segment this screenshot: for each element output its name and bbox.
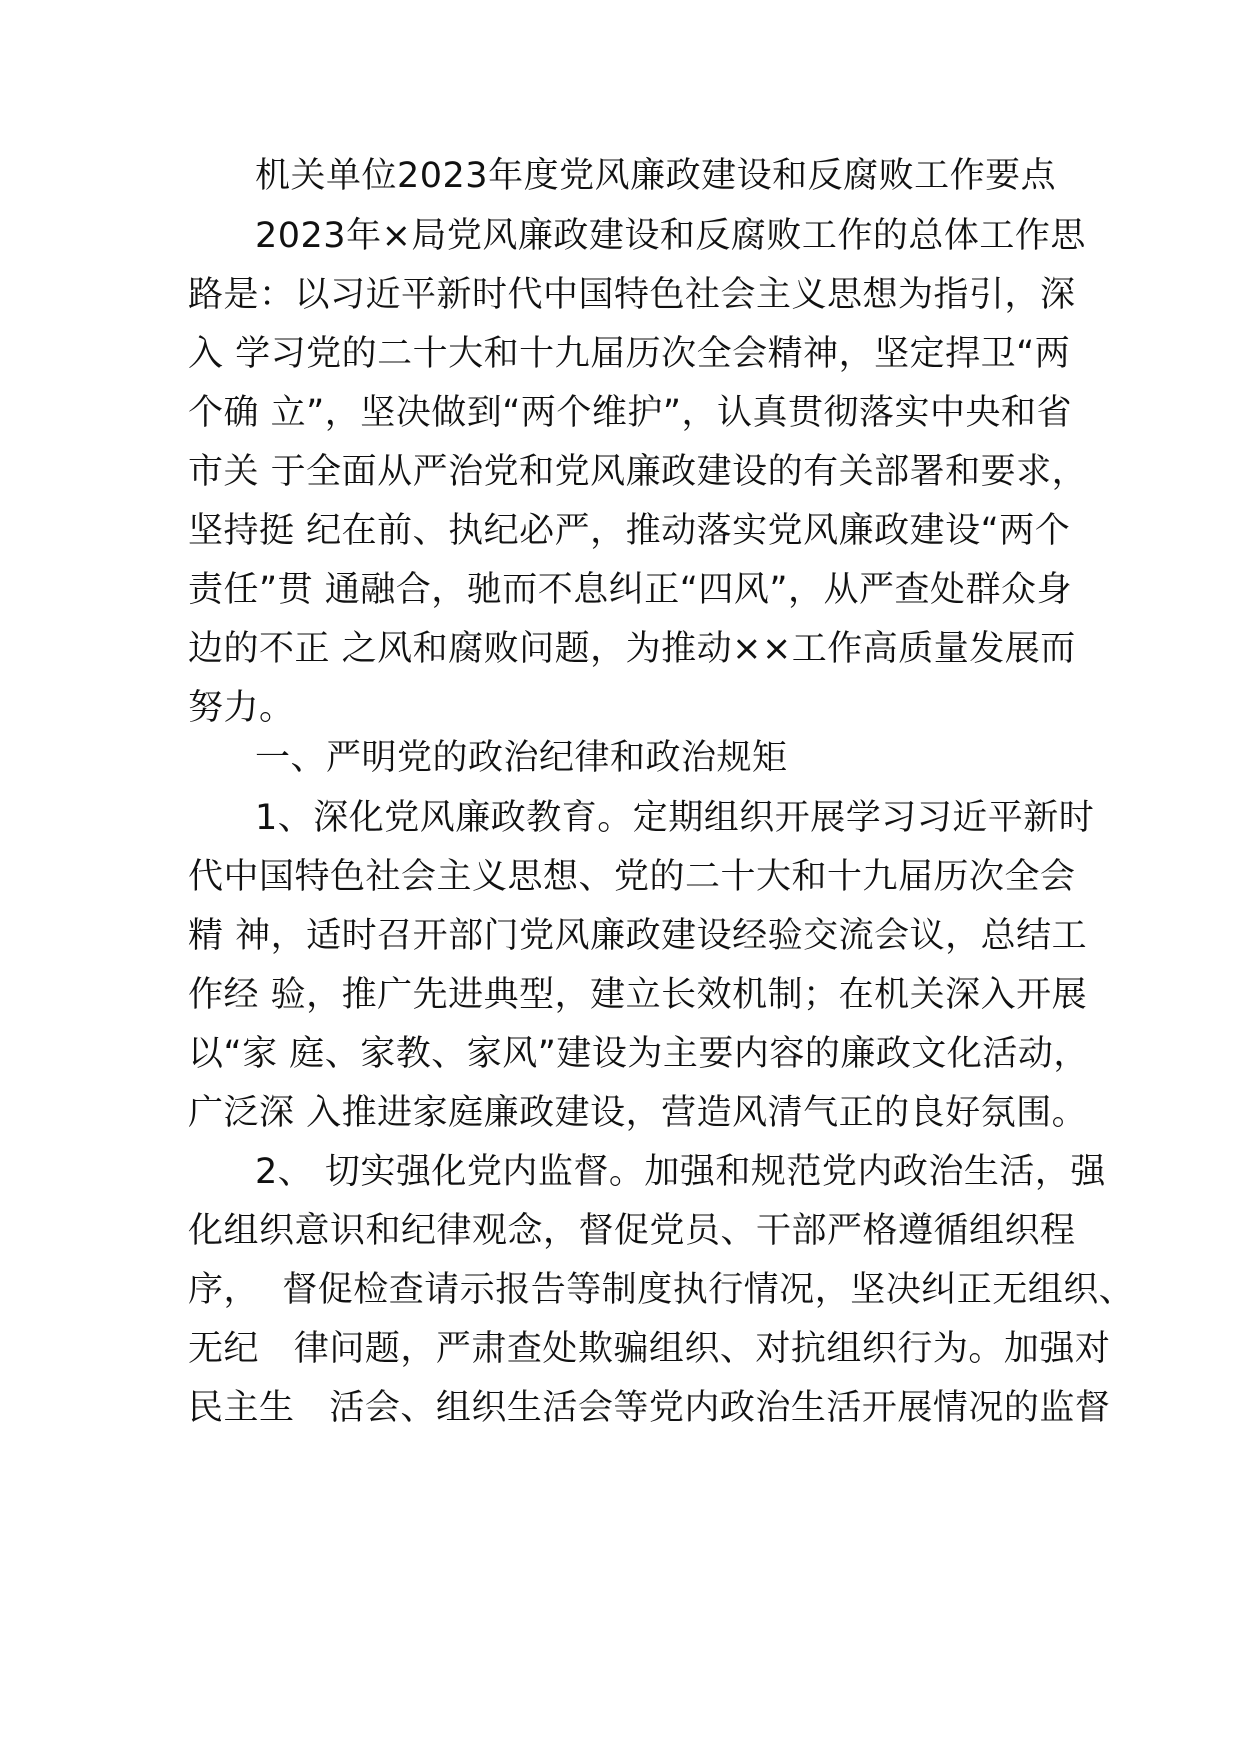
body-line: 民主生 活会、组织生活会等党内政治生活开展情况的监督: [188, 1388, 1111, 1428]
body-line: 2023年×局党风廉政建设和反腐败工作的总体工作思: [255, 216, 1086, 256]
document-title: 机关单位2023年度党风廉政建设和反腐败工作要点: [255, 156, 1057, 196]
body-line: 代中国特色社会主义思想、党的二十大和十九届历次全会: [188, 857, 1076, 897]
body-line: 作经 验，推广先进典型，建立长效机制；在机关深入开展: [188, 975, 1088, 1015]
body-line: 广泛深 入推进家庭廉政建设，营造风清气正的良好氛围。: [188, 1093, 1088, 1133]
body-line: 无纪 律问题，严肃查处欺骗组织、对抗组织行为。加强对: [188, 1329, 1111, 1369]
section-heading: 一、严明党的政治纪律和政治规矩: [255, 738, 788, 778]
body-line: 2、 切实强化党内监督。加强和规范党内政治生活，强: [255, 1152, 1106, 1192]
body-line: 路是：以习近平新时代中国特色社会主义思想为指引，深: [188, 275, 1076, 315]
body-line: 序， 督促检查请示报告等制度执行情况，坚决纠正无组织、: [188, 1270, 1135, 1310]
body-line: 市关 于全面从严治党和党风廉政建设的有关部署和要求，: [188, 452, 1088, 492]
body-line: 入 学习党的二十大和十九届历次全会精神，坚定捍卫“两: [188, 334, 1071, 374]
body-line: 个确 立”，坚决做到“两个维护”，认真贯彻落实中央和省: [188, 393, 1073, 433]
body-line: 1、深化党风廉政教育。定期组织开展学习习近平新时: [255, 798, 1095, 838]
body-line: 坚持挺 纪在前、执纪必严，推动落实党风廉政建设“两个: [188, 511, 1071, 551]
body-line: 努力。: [188, 688, 295, 728]
body-line: 以“家 庭、家教、家风”建设为主要内容的廉政文化活动，: [188, 1034, 1089, 1074]
body-line: 责任”贯 通融合，驰而不息纠正“四风”，从严查处群众身: [188, 570, 1073, 610]
body-line: 精 神，适时召开部门党风廉政建设经验交流会议，总结工: [188, 916, 1088, 956]
body-line: 边的不正 之风和腐败问题，为推动××工作高质量发展而: [188, 629, 1076, 669]
body-line: 化组织意识和纪律观念，督促党员、干部严格遵循组织程: [188, 1211, 1076, 1251]
